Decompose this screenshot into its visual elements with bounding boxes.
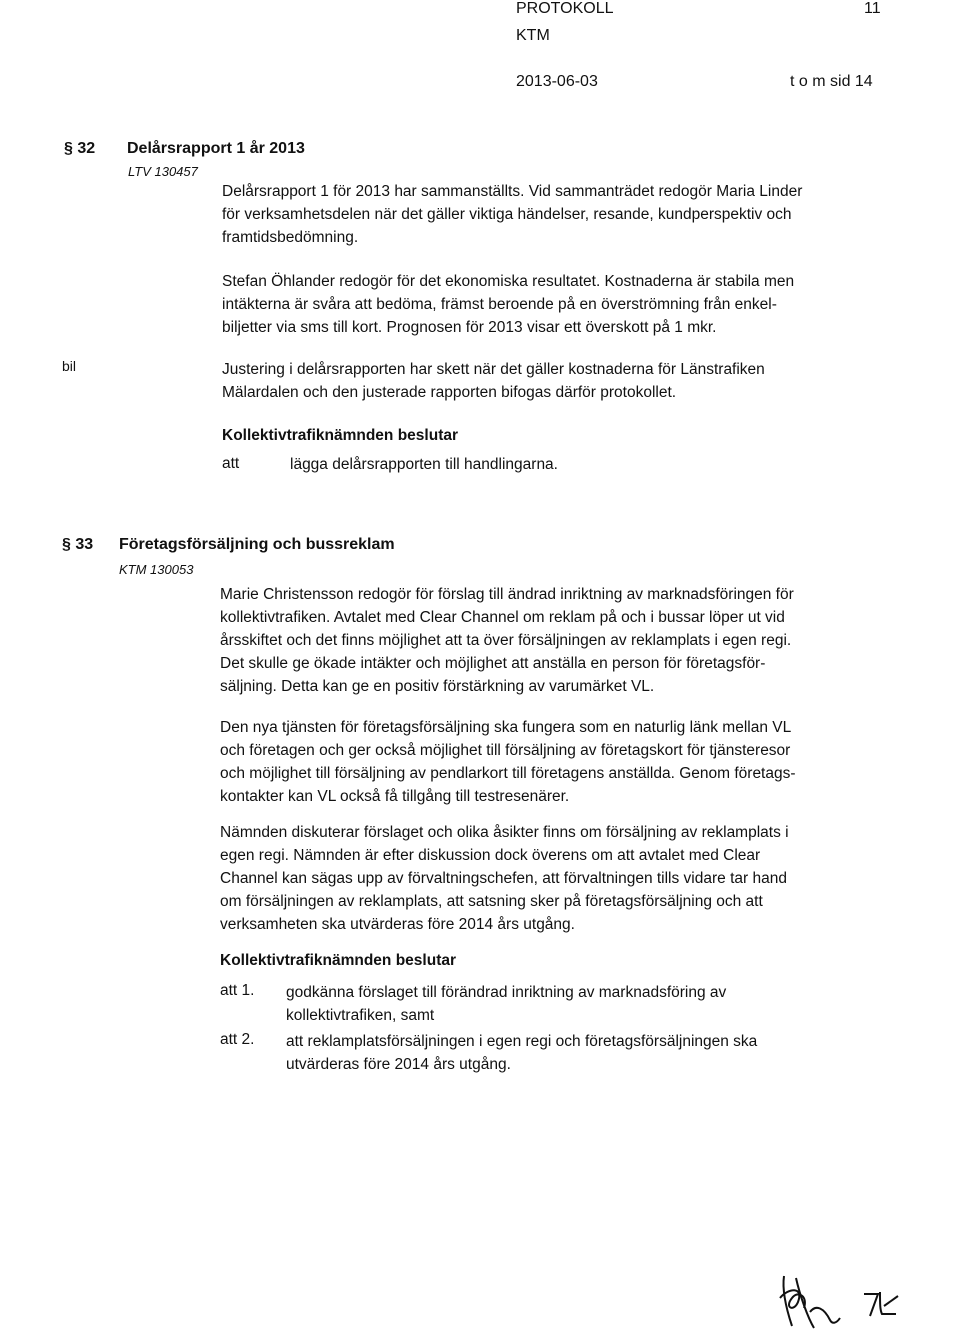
text-line: lägga delårsrapporten till handlingarna. (290, 456, 558, 473)
paragraph (220, 716, 796, 808)
text-line: kollektivtrafiken, samt (286, 1007, 435, 1024)
text-line: egen regi. Nämnden är efter diskussion dock överens om att avtalet med Clear (220, 847, 761, 864)
paragraph (222, 358, 765, 404)
text-line: Stefan Öhlander redogör för det ekonomiska resultatet. Kostnaderna är stabila men (222, 273, 795, 290)
text-line: att reklamplatsförsäljningen i egen regi och företagsförsäljningen ska (286, 1033, 758, 1050)
text-line: Nämnden diskuterar förslaget och olika åsikter finns om försäljning av reklamplats i (220, 824, 789, 841)
text-line: kollektivtrafiken. Avtalet med Clear Channel om reklam på och i bussar löper ut vid (220, 609, 785, 626)
paragraph (222, 270, 794, 339)
org-name: KTM (516, 27, 550, 44)
section-number: § 33 (62, 536, 94, 553)
paragraph (222, 180, 802, 249)
text-line: och möjlighet till försäljning av pendlarkort till företagens anställda. Genom företags- (220, 765, 796, 782)
decision-text (286, 981, 726, 1027)
paragraph (220, 821, 789, 936)
text-line: för verksamhetsdelen när det gäller viktiga händelser, resande, kundperspektiv och (222, 206, 792, 223)
text-line: biljetter via sms till kort. Prognosen för 2013 visar ett överskott på 1 mkr. (222, 319, 717, 336)
section-title: Företagsförsäljning och bussreklam (119, 536, 395, 553)
decision-text (286, 1030, 757, 1076)
text-line: Channel kan sägas upp av förvaltningschefen, att förvaltningen tills vidare tar hand (220, 870, 787, 887)
text-line: om försäljningen av reklamplats, att satsning sker på företagsförsäljning och att (220, 893, 763, 910)
page-number: 11 (864, 0, 881, 17)
decision-label: att 1. (220, 982, 255, 999)
decision-text (290, 453, 558, 476)
text-line: godkänna förslaget till förändrad inriktning av marknadsföring av (286, 984, 727, 1001)
meeting-date: 2013-06-03 (516, 73, 598, 90)
text-line: säljning. Detta kan ge en positiv förstärkning av varumärket VL. (220, 678, 655, 695)
case-reference: LTV 130457 (128, 164, 198, 179)
text-line: utvärderas före 2014 års utgång. (286, 1056, 511, 1073)
text-line: verksamheten ska utvärderas före 2014 års utgång. (220, 916, 575, 933)
decision-heading: Kollektivtrafiknämnden beslutar (222, 427, 459, 444)
text-line: Delårsrapport 1 för 2013 har sammanställts. Vid sammanträdet redogör Maria Linder (222, 183, 803, 200)
side-note: bil (62, 358, 77, 374)
section-title: Delårsrapport 1 år 2013 (127, 140, 305, 157)
section-number: § 32 (64, 140, 96, 157)
page-range: t o m sid 14 (790, 73, 873, 90)
decision-label: att (222, 455, 240, 472)
text-line: Justering i delårsrapporten har skett när det gäller kostnaderna för Länstrafiken (222, 361, 765, 378)
text-line: intäkterna är svåra att bedöma, främst beroende på en överströmning från enkel- (222, 296, 777, 313)
decision-label: att 2. (220, 1031, 255, 1048)
doc-type: PROTOKOLL (516, 0, 614, 17)
handwritten-initials-secondary (862, 1284, 906, 1324)
text-line: Den nya tjänsten för företagsförsäljning ska fungera som en naturlig länk mellan VL (220, 719, 792, 736)
text-line: framtidsbedömning. (222, 229, 359, 246)
text-line: kontakter kan VL också få tillgång till testresenärer. (220, 788, 570, 805)
text-line: och företagen och ger också möjlighet till försäljning av företagskort för tjänsteresor (220, 742, 791, 759)
text-line: årsskiftet och det finns möjlighet att ta över försäljningen av reklamplats i egen regi. (220, 632, 792, 649)
case-reference: KTM 130053 (119, 562, 194, 577)
decision-heading: Kollektivtrafiknämnden beslutar (220, 952, 457, 969)
text-line: Det skulle ge ökade intäkter och möjlighet att anställa en person för företagsför- (220, 655, 766, 672)
handwritten-initials-signature (770, 1268, 850, 1332)
text-line: Mälardalen och den justerade rapporten bifogas därför protokollet. (222, 384, 677, 401)
paragraph (220, 583, 794, 698)
text-line: Marie Christensson redogör för förslag till ändrad inriktning av marknadsföringen för (220, 586, 794, 603)
